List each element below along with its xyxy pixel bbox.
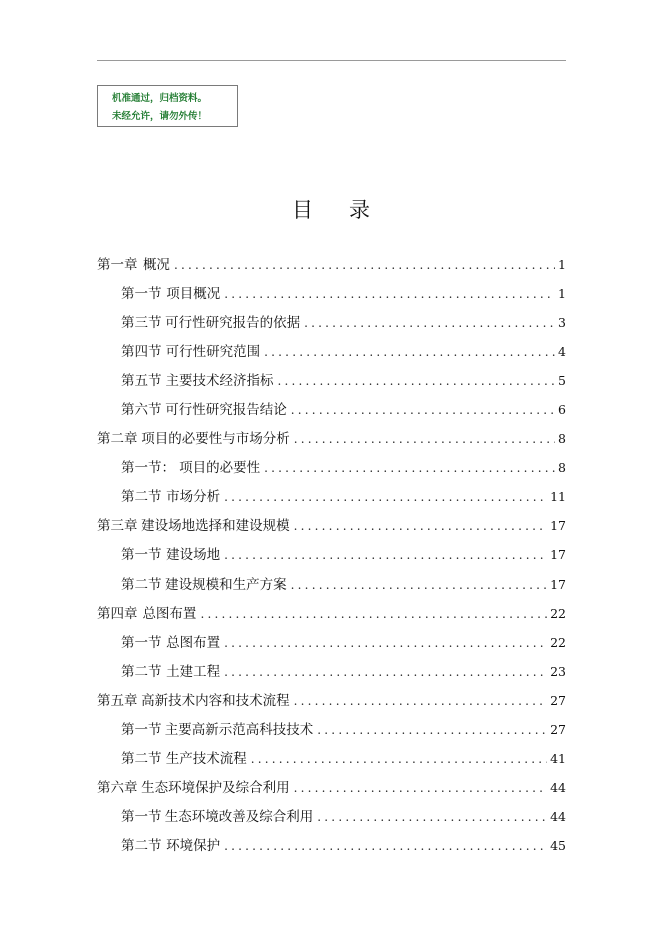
toc-section-entry[interactable] [97,744,566,773]
toc-entry-label: 主要高新示范高科技技术 [164,721,314,738]
toc-entry-page: 17 [550,547,566,563]
toc-entry-page: 11 [550,489,566,505]
toc-leader-dots [174,251,555,280]
toc-entry-label: 概况 [142,257,170,273]
toc-leader-dots [264,338,555,367]
toc-entry-page: 1 [558,257,566,272]
toc-leader-dots [224,629,547,658]
toc-entry-number: 第二节 [121,576,162,593]
toc-entry-page: 22 [550,634,566,650]
toc-entry-label: 可行性研究报告结论 [165,402,287,419]
toc-leader-dots [224,658,547,687]
toc-entry-label: 土建工程 [166,663,221,680]
toc-entry-page: 17 [550,576,566,592]
toc-entry-number: 第一节 [121,808,162,825]
confidential-notice-box [97,85,238,127]
toc-title [0,194,662,224]
toc-entry-page: 44 [550,808,566,824]
toc-entry-number: 第二节 [121,837,162,854]
toc-entry-number: 第二章 [97,431,138,448]
toc-entry-page: 27 [550,721,566,737]
toc-entry-number: 第一节 [121,286,162,303]
toc-entry-label: 环境保护 [166,837,221,854]
toc-section-entry[interactable] [97,482,566,511]
toc-entry-page: 8 [558,460,566,476]
toc-entry-number: 第三节 [121,315,162,332]
toc-entry-page: 27 [550,692,566,708]
toc-entry-label: 总图布置 [166,634,221,651]
toc-entry-page: 5 [558,373,566,389]
toc-chapter-entry[interactable] [97,424,566,453]
notice-line-2: 未经允许，请勿外传！ [112,111,208,122]
toc-entry-label: 高新技术内容和技术流程 [141,692,290,709]
toc-leader-dots [224,541,547,570]
toc-leader-dots [317,716,547,745]
toc-chapter-entry[interactable] [97,773,566,802]
toc-entry-label: 建设规模和生产方案 [165,576,287,593]
toc-entry-label: 可行性研究范围 [165,344,261,361]
toc-leader-dots [294,687,547,716]
toc-section-entry[interactable] [97,540,566,569]
toc-section-entry[interactable] [97,715,566,744]
toc-section-entry[interactable] [97,337,566,366]
toc-section-entry[interactable] [97,628,566,657]
toc-leader-dots [200,600,547,629]
toc-leader-dots [294,425,555,454]
toc-entry-page: 44 [550,779,566,795]
toc-chapter-entry[interactable] [97,511,566,540]
toc-entry-label: 生态环境改善及综合利用 [164,808,314,825]
toc-entry-number: 第三章 [97,518,138,535]
toc-chapter-entry[interactable] [97,686,566,715]
toc-entry-number: 第一章 [97,257,138,273]
toc-section-entry[interactable] [97,453,566,482]
toc-entry-label: 建设场地 [166,547,221,564]
toc-entry-page: 6 [558,402,566,418]
toc-leader-dots [224,483,547,512]
toc-section-entry[interactable] [97,308,566,337]
toc-entry-label: 生产技术流程 [165,750,247,767]
toc-leader-dots [264,454,555,483]
toc-entry-label: 生态环境保护及综合利用 [141,779,290,796]
toc-section-entry[interactable] [97,802,566,831]
toc-section-entry[interactable] [97,831,566,860]
toc-section-entry[interactable] [97,570,566,599]
toc-entry-page: 8 [558,431,566,447]
toc-title-part-2: 录 [349,198,370,222]
toc-leader-dots [224,280,555,309]
toc-entry-page: 17 [550,518,566,534]
toc-entry-label: 建设场地选择和建设规模 [141,518,290,535]
toc-chapter-entry[interactable] [97,250,566,279]
toc-entry-page: 41 [550,750,566,766]
toc-entry-label: 项目的必要性 [179,460,261,477]
toc-section-entry[interactable] [97,279,566,308]
toc-entry-page: 22 [550,605,566,621]
toc-entry-number: 第一节 [121,721,162,738]
toc-entry-number: 第一节 [121,634,162,651]
toc-leader-dots [224,832,547,861]
toc-leader-dots [291,396,555,425]
toc-section-entry[interactable] [97,366,566,395]
toc-entry-label: 市场分析 [166,489,221,506]
toc-entry-number: 第一节 [121,547,162,564]
toc-entry-label: 项目的必要性与市场分析 [141,431,290,448]
toc-entry-number: 第二节 [121,663,162,680]
toc-entry-page: 1 [558,286,566,302]
toc-entry-number: 第六节 [121,402,162,419]
toc-leader-dots [277,367,555,396]
toc-leader-dots [294,512,547,541]
toc-entry-page: 4 [558,344,566,360]
toc-entry-label: 主要技术经济指标 [165,373,274,390]
toc-entry-number: 第五节 [121,373,162,390]
toc-leader-dots [294,774,547,803]
toc-entry-page: 45 [550,837,566,853]
toc-entry-page: 23 [550,663,566,679]
toc-section-entry[interactable] [97,657,566,686]
toc-leader-dots [251,745,547,774]
toc-entry-number: 第一节： [121,460,175,477]
toc-entry-label: 项目概况 [166,286,221,303]
toc-title-part-1: 目 [292,198,313,222]
toc-leader-dots [291,571,547,600]
toc-chapter-entry[interactable] [97,599,566,628]
toc-entry-number: 第五章 [97,692,138,709]
toc-entry-label: 可行性研究报告的依据 [165,315,301,332]
toc-entry-number: 第四章 [97,605,138,622]
toc-entry-number: 第六章 [97,779,138,796]
toc-entry-page: 3 [558,315,566,331]
toc-entry-number: 第四节 [121,344,162,361]
header-rule [97,60,566,61]
toc-entry-number: 第二节 [121,750,162,767]
toc-section-entry[interactable] [97,395,566,424]
notice-line-1: 机准通过，归档资料。 [112,93,208,104]
toc-entry-label: 总图布置 [142,605,197,622]
toc-leader-dots [317,803,547,832]
toc-leader-dots [304,309,555,338]
toc-entry-number: 第二节 [121,489,162,506]
table-of-contents [97,250,566,860]
